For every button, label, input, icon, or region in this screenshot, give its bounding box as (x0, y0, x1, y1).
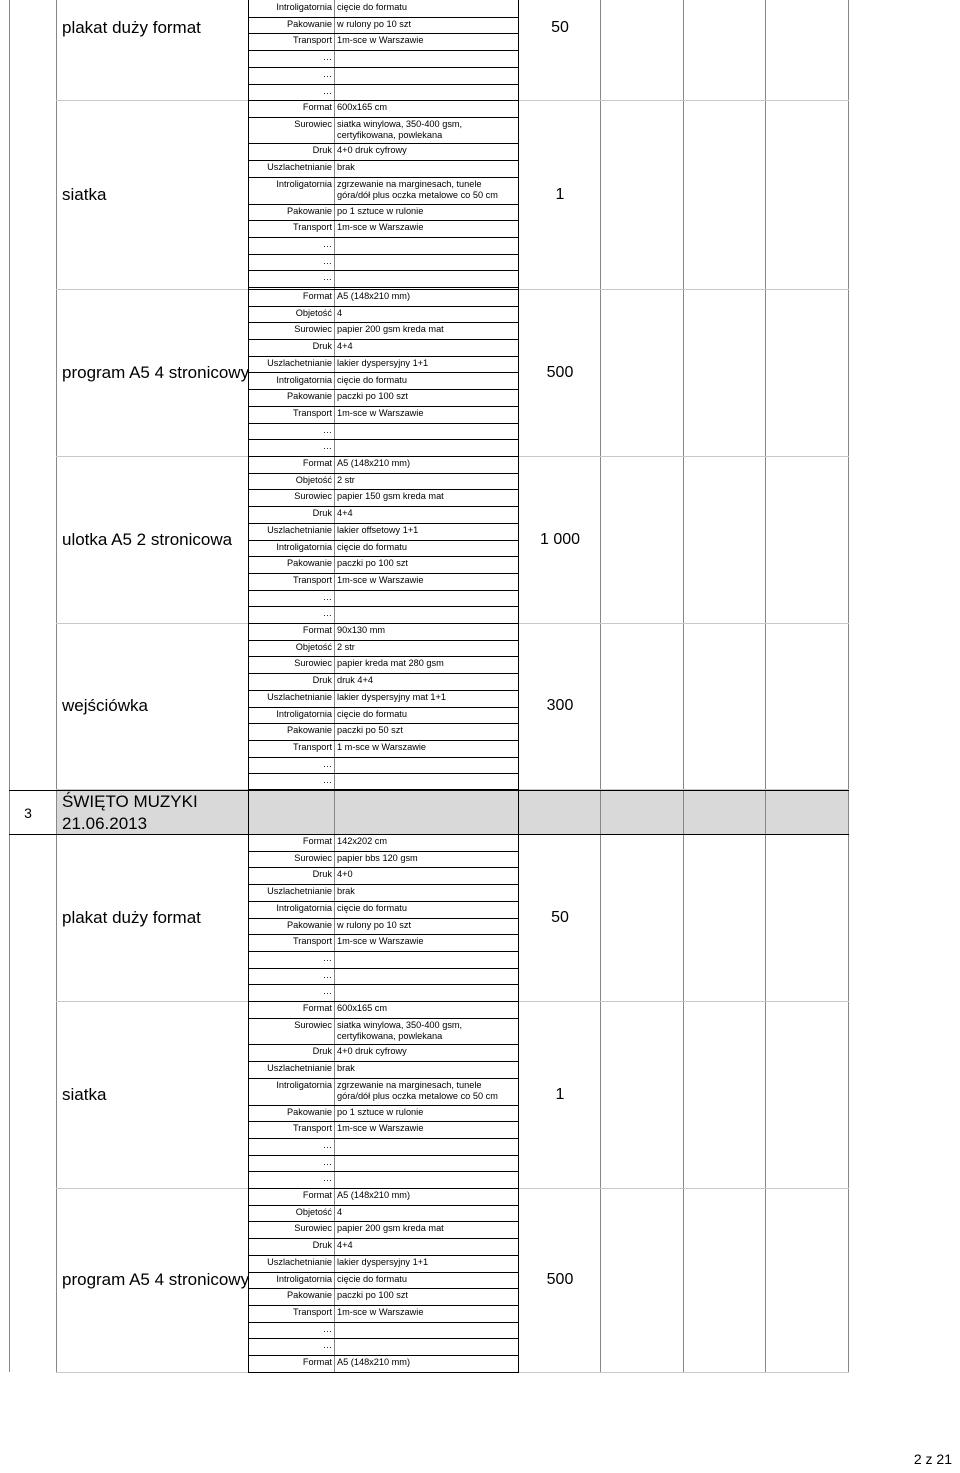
spec-label: Format (302, 1190, 332, 1200)
spec-label: Transport (293, 741, 332, 752)
spec-row-rule (248, 237, 519, 238)
spec-label: Uszlachetnianie (267, 162, 332, 173)
spec-value: brak (337, 886, 355, 897)
spec-label: Objetość (295, 1206, 332, 1217)
spec-value: 142x202 cm (337, 836, 388, 846)
table-column-rule (848, 0, 849, 1372)
spec-row-rule (248, 143, 519, 144)
spec-row-rule (248, 270, 519, 271)
spec-row-rule (248, 439, 519, 440)
page-number: 2 z 21 (913, 1451, 952, 1467)
spec-value: zgrzewanie na marginesach, tunele góra/dół plus oczka metalowe co 50 cm (337, 178, 498, 200)
spec-label: … (322, 775, 332, 786)
spec-value: 1m-sce w Warszawie (337, 936, 424, 947)
product-name: program A5 4 stronicowy (62, 1270, 250, 1289)
table-column-rule (9, 0, 10, 1372)
spec-label: Druk (312, 1240, 332, 1251)
spec-value: 4+0 druk cyfrowy (337, 145, 407, 156)
spec-row-rule (248, 160, 519, 161)
spec-row-rule (248, 723, 519, 724)
spec-label: Transport (293, 407, 332, 418)
spec-value: siatka winylowa, 350-400 gsm, certyfikowana, powlekana (337, 1019, 463, 1041)
section-title: ŚWIĘTO MUZYKI 21.06.2013 (62, 792, 198, 833)
spec-label: Format (302, 291, 332, 301)
spec-value: po 1 sztuce w rulonie (337, 1106, 424, 1117)
spec-label: … (322, 85, 332, 96)
spec-value: A5 (148x210 mm) (337, 1357, 411, 1367)
product-quantity: 50 (551, 19, 569, 36)
table-column-rule (683, 0, 684, 1372)
spec-row-rule (248, 389, 519, 390)
spec-value: w rulony po 10 szt (337, 18, 412, 29)
spec-label: Objetość (295, 474, 332, 485)
spec-value: po 1 sztuce w rulonie (337, 205, 424, 216)
spec-row-rule (248, 984, 519, 985)
spec-label: … (322, 986, 332, 997)
spec-label: Pakowanie (287, 205, 332, 216)
spec-row-rule (248, 773, 519, 774)
spec-label: Format (302, 1357, 332, 1367)
spec-row-rule (248, 287, 519, 288)
spec-label: … (322, 424, 332, 435)
spec-label: Transport (293, 574, 332, 585)
spec-row-rule (248, 1138, 519, 1139)
spec-label: Transport (293, 222, 332, 233)
spec-value: lakier dyspersyjny mat 1+1 (337, 691, 447, 702)
spec-value: 1m-sce w Warszawie (337, 222, 424, 233)
spec-value: cięcie do formatu (337, 2, 407, 12)
item-row-rule-spec (248, 1001, 519, 1002)
spec-label: Uszlachetnianie (267, 691, 332, 702)
spec-label: Pakowanie (287, 1106, 332, 1117)
spec-row-rule (248, 1121, 519, 1122)
spec-label: … (322, 52, 332, 63)
spec-label: Format (302, 458, 332, 468)
spec-label: Surowiec (294, 491, 332, 502)
spec-label: Transport (293, 1306, 332, 1317)
spec-value: lakier dyspersyjny 1+1 (337, 1256, 429, 1267)
spec-label: … (322, 68, 332, 79)
spec-label: Transport (293, 936, 332, 947)
spec-label: Uszlachetnianie (267, 1256, 332, 1267)
spec-value: brak (337, 1063, 355, 1074)
spec-value: 90x130 mm (337, 625, 386, 635)
spec-row-rule (248, 556, 519, 557)
spec-value: cięcie do formatu (337, 902, 407, 913)
spec-label: … (322, 1340, 332, 1351)
spec-row-rule (248, 656, 519, 657)
spec-label: Introligatornia (276, 2, 332, 12)
spec-value: 1m-sce w Warszawie (337, 407, 424, 418)
spec-value: paczki po 100 szt (337, 391, 408, 402)
spec-value: 4+0 druk cyfrowy (337, 1046, 407, 1057)
spec-value: A5 (148x210 mm) (337, 1190, 411, 1200)
spec-label: Introligatornia (276, 541, 332, 552)
spec-label: Druk (312, 145, 332, 156)
spec-label: Introligatornia (276, 708, 332, 719)
spec-label: Surowiec (294, 658, 332, 669)
spec-label: Druk (312, 869, 332, 880)
spec-label: … (322, 1156, 332, 1167)
spec-value: lakier dyspersyjny 1+1 (337, 357, 429, 368)
item-row-rule-spec (248, 456, 519, 457)
spec-row-rule (248, 867, 519, 868)
spec-label: Uszlachetnianie (267, 886, 332, 897)
product-quantity: 500 (546, 363, 574, 381)
spec-value: papier bbs 120 gsm (337, 852, 418, 863)
spec-label: Format (302, 1003, 332, 1013)
spec-row-rule (248, 790, 519, 791)
spec-row-rule (248, 1221, 519, 1222)
spec-row-rule (248, 1061, 519, 1062)
spec-value: 1m-sce w Warszawie (337, 574, 424, 585)
spec-row-rule (248, 372, 519, 373)
spec-label: … (322, 758, 332, 769)
spec-value: papier 200 gsm kreda mat (337, 324, 444, 335)
spec-label: Uszlachetnianie (267, 357, 332, 368)
spec-value: 2 str (337, 474, 355, 485)
spec-label: Druk (312, 675, 332, 686)
spec-label: Introligatornia (276, 178, 332, 189)
spec-value: paczki po 50 szt (337, 725, 403, 736)
spec-row-rule (248, 1171, 519, 1172)
spec-row-rule (248, 673, 519, 674)
spec-row-rule (248, 1305, 519, 1306)
spec-label: Pakowanie (287, 1290, 332, 1301)
spec-row-rule (248, 884, 519, 885)
spec-value: 4+4 (337, 1240, 353, 1251)
spec-row-rule (248, 33, 519, 34)
spec-value: zgrzewanie na marginesach, tunele góra/dół plus oczka metalowe co 50 cm (337, 1079, 498, 1101)
spec-label: Introligatornia (276, 1273, 332, 1284)
spec-label: Surowiec (294, 1223, 332, 1234)
table-column-rule (56, 0, 57, 1372)
item-row-rule-spec (248, 1188, 519, 1189)
spec-value: cięcie do formatu (337, 374, 407, 385)
spec-label: Pakowanie (287, 18, 332, 29)
product-quantity: 300 (546, 697, 574, 714)
spec-value: 4 (337, 1206, 343, 1217)
spec-row-rule (248, 951, 519, 952)
spec-value: lakier offsetowy 1+1 (337, 524, 419, 535)
spec-value: 2 str (337, 641, 355, 652)
item-row-rule-spec (248, 789, 519, 790)
spec-label: Introligatornia (276, 902, 332, 913)
spec-value: 600x165 cm (337, 1003, 388, 1013)
item-row-rule-spec (248, 100, 519, 101)
spec-label: … (322, 952, 332, 963)
spec-value: papier kreda mat 280 gsm (337, 658, 444, 669)
spec-label: Transport (293, 1123, 332, 1134)
spec-label: Surowiec (294, 118, 332, 129)
spec-label: Objetość (295, 307, 332, 318)
spec-value: paczki po 100 szt (337, 1290, 408, 1301)
spec-value: 1m-sce w Warszawie (337, 35, 424, 46)
product-quantity: 1 000 (539, 530, 581, 548)
spec-label: Format (302, 836, 332, 846)
spec-value: cięcie do formatu (337, 541, 407, 552)
spec-label: … (322, 238, 332, 249)
spec-value: cięcie do formatu (337, 1273, 407, 1284)
product-name: plakat duży format (62, 907, 201, 927)
spec-value: papier 200 gsm kreda mat (337, 1223, 444, 1234)
spec-label: Pakowanie (287, 725, 332, 736)
spec-value: papier 150 gsm kreda mat (337, 491, 444, 502)
product-name: ulotka A5 2 stronicowa (62, 529, 233, 549)
spec-label: … (322, 591, 332, 602)
section-number: 3 (24, 805, 32, 821)
spec-value: paczki po 100 szt (337, 558, 408, 569)
spec-row-rule (248, 322, 519, 323)
spec-label: Pakowanie (287, 558, 332, 569)
spec-label: … (322, 1323, 332, 1334)
spec-label: … (322, 969, 332, 980)
spec-row-rule (248, 339, 519, 340)
spec-row-rule (248, 489, 519, 490)
spec-value: druk 4+4 (337, 675, 374, 686)
spec-row-rule (248, 934, 519, 935)
spec-row-rule (248, 573, 519, 574)
item-row-rule-spec (248, 289, 519, 290)
product-quantity: 50 (551, 908, 569, 926)
spec-label: … (322, 608, 332, 619)
product-name: siatka (62, 1084, 107, 1104)
item-row-rule-spec (248, 623, 519, 624)
spec-row-rule (248, 50, 519, 51)
product-name: wejściówka (62, 696, 148, 715)
product-name: siatka (62, 184, 107, 204)
spec-row-rule (248, 1044, 519, 1045)
spec-label: … (322, 255, 332, 266)
spec-value: 4+4 (337, 341, 353, 352)
product-name: plakat duży format (62, 18, 201, 37)
spec-value: 4+0 (337, 869, 353, 880)
spec-label: … (322, 441, 332, 452)
spec-value: A5 (148x210 mm) (337, 291, 411, 301)
spec-label: Uszlachetnianie (267, 524, 332, 535)
spec-label: Surowiec (294, 324, 332, 335)
spec-value: cięcie do formatu (337, 708, 407, 719)
product-quantity: 1 (555, 1085, 565, 1103)
spec-label: Introligatornia (276, 1079, 332, 1090)
spec-label: Pakowanie (287, 391, 332, 402)
spec-label: Objetość (295, 641, 332, 652)
spec-row-rule (248, 1238, 519, 1239)
spec-value: 1m-sce w Warszawie (337, 1123, 424, 1134)
spec-label: Transport (293, 35, 332, 46)
spec-row-rule (248, 1338, 519, 1339)
spec-row-rule (248, 406, 519, 407)
spec-value: A5 (148x210 mm) (337, 458, 411, 468)
spec-value: 1 m-sce w Warszawie (337, 741, 426, 752)
spec-label: Introligatornia (276, 374, 332, 385)
table-column-rule (518, 0, 519, 1372)
spec-value: 4+4 (337, 508, 353, 519)
spec-row-rule (248, 506, 519, 507)
spec-label: Format (302, 625, 332, 635)
section-header-rule (9, 834, 849, 835)
spec-value: brak (337, 162, 355, 173)
spec-row-rule (248, 740, 519, 741)
spec-label: … (322, 1139, 332, 1150)
spec-row-rule (248, 1355, 519, 1356)
spec-row-rule (248, 606, 519, 607)
spec-label: Format (302, 102, 332, 112)
spec-label: Surowiec (294, 852, 332, 863)
spec-label: … (322, 1173, 332, 1184)
spec-value: 4 (337, 307, 343, 318)
spec-value: w rulony po 10 szt (337, 919, 412, 930)
spec-value: siatka winylowa, 350-400 gsm, certyfikowana, powlekana (337, 118, 463, 140)
spec-label: … (322, 272, 332, 283)
table-column-rule (334, 0, 335, 1372)
spec-label: Druk (312, 508, 332, 519)
spec-value: 1m-sce w Warszawie (337, 1306, 424, 1317)
spec-label: Pakowanie (287, 919, 332, 930)
spec-label: Druk (312, 341, 332, 352)
spec-label: Uszlachetnianie (267, 1063, 332, 1074)
product-quantity: 1 (555, 185, 565, 203)
spec-label: Surowiec (294, 1019, 332, 1030)
table-column-rule (600, 0, 601, 1372)
item-row-rule-spec (248, 1372, 519, 1373)
spec-row-rule (248, 220, 519, 221)
table-column-rule (765, 0, 766, 1372)
spec-row-rule (248, 1288, 519, 1289)
product-name: program A5 4 stronicowy (62, 362, 250, 382)
product-quantity: 500 (546, 1271, 574, 1288)
spec-label: Druk (312, 1046, 332, 1057)
spec-value: 600x165 cm (337, 102, 388, 112)
